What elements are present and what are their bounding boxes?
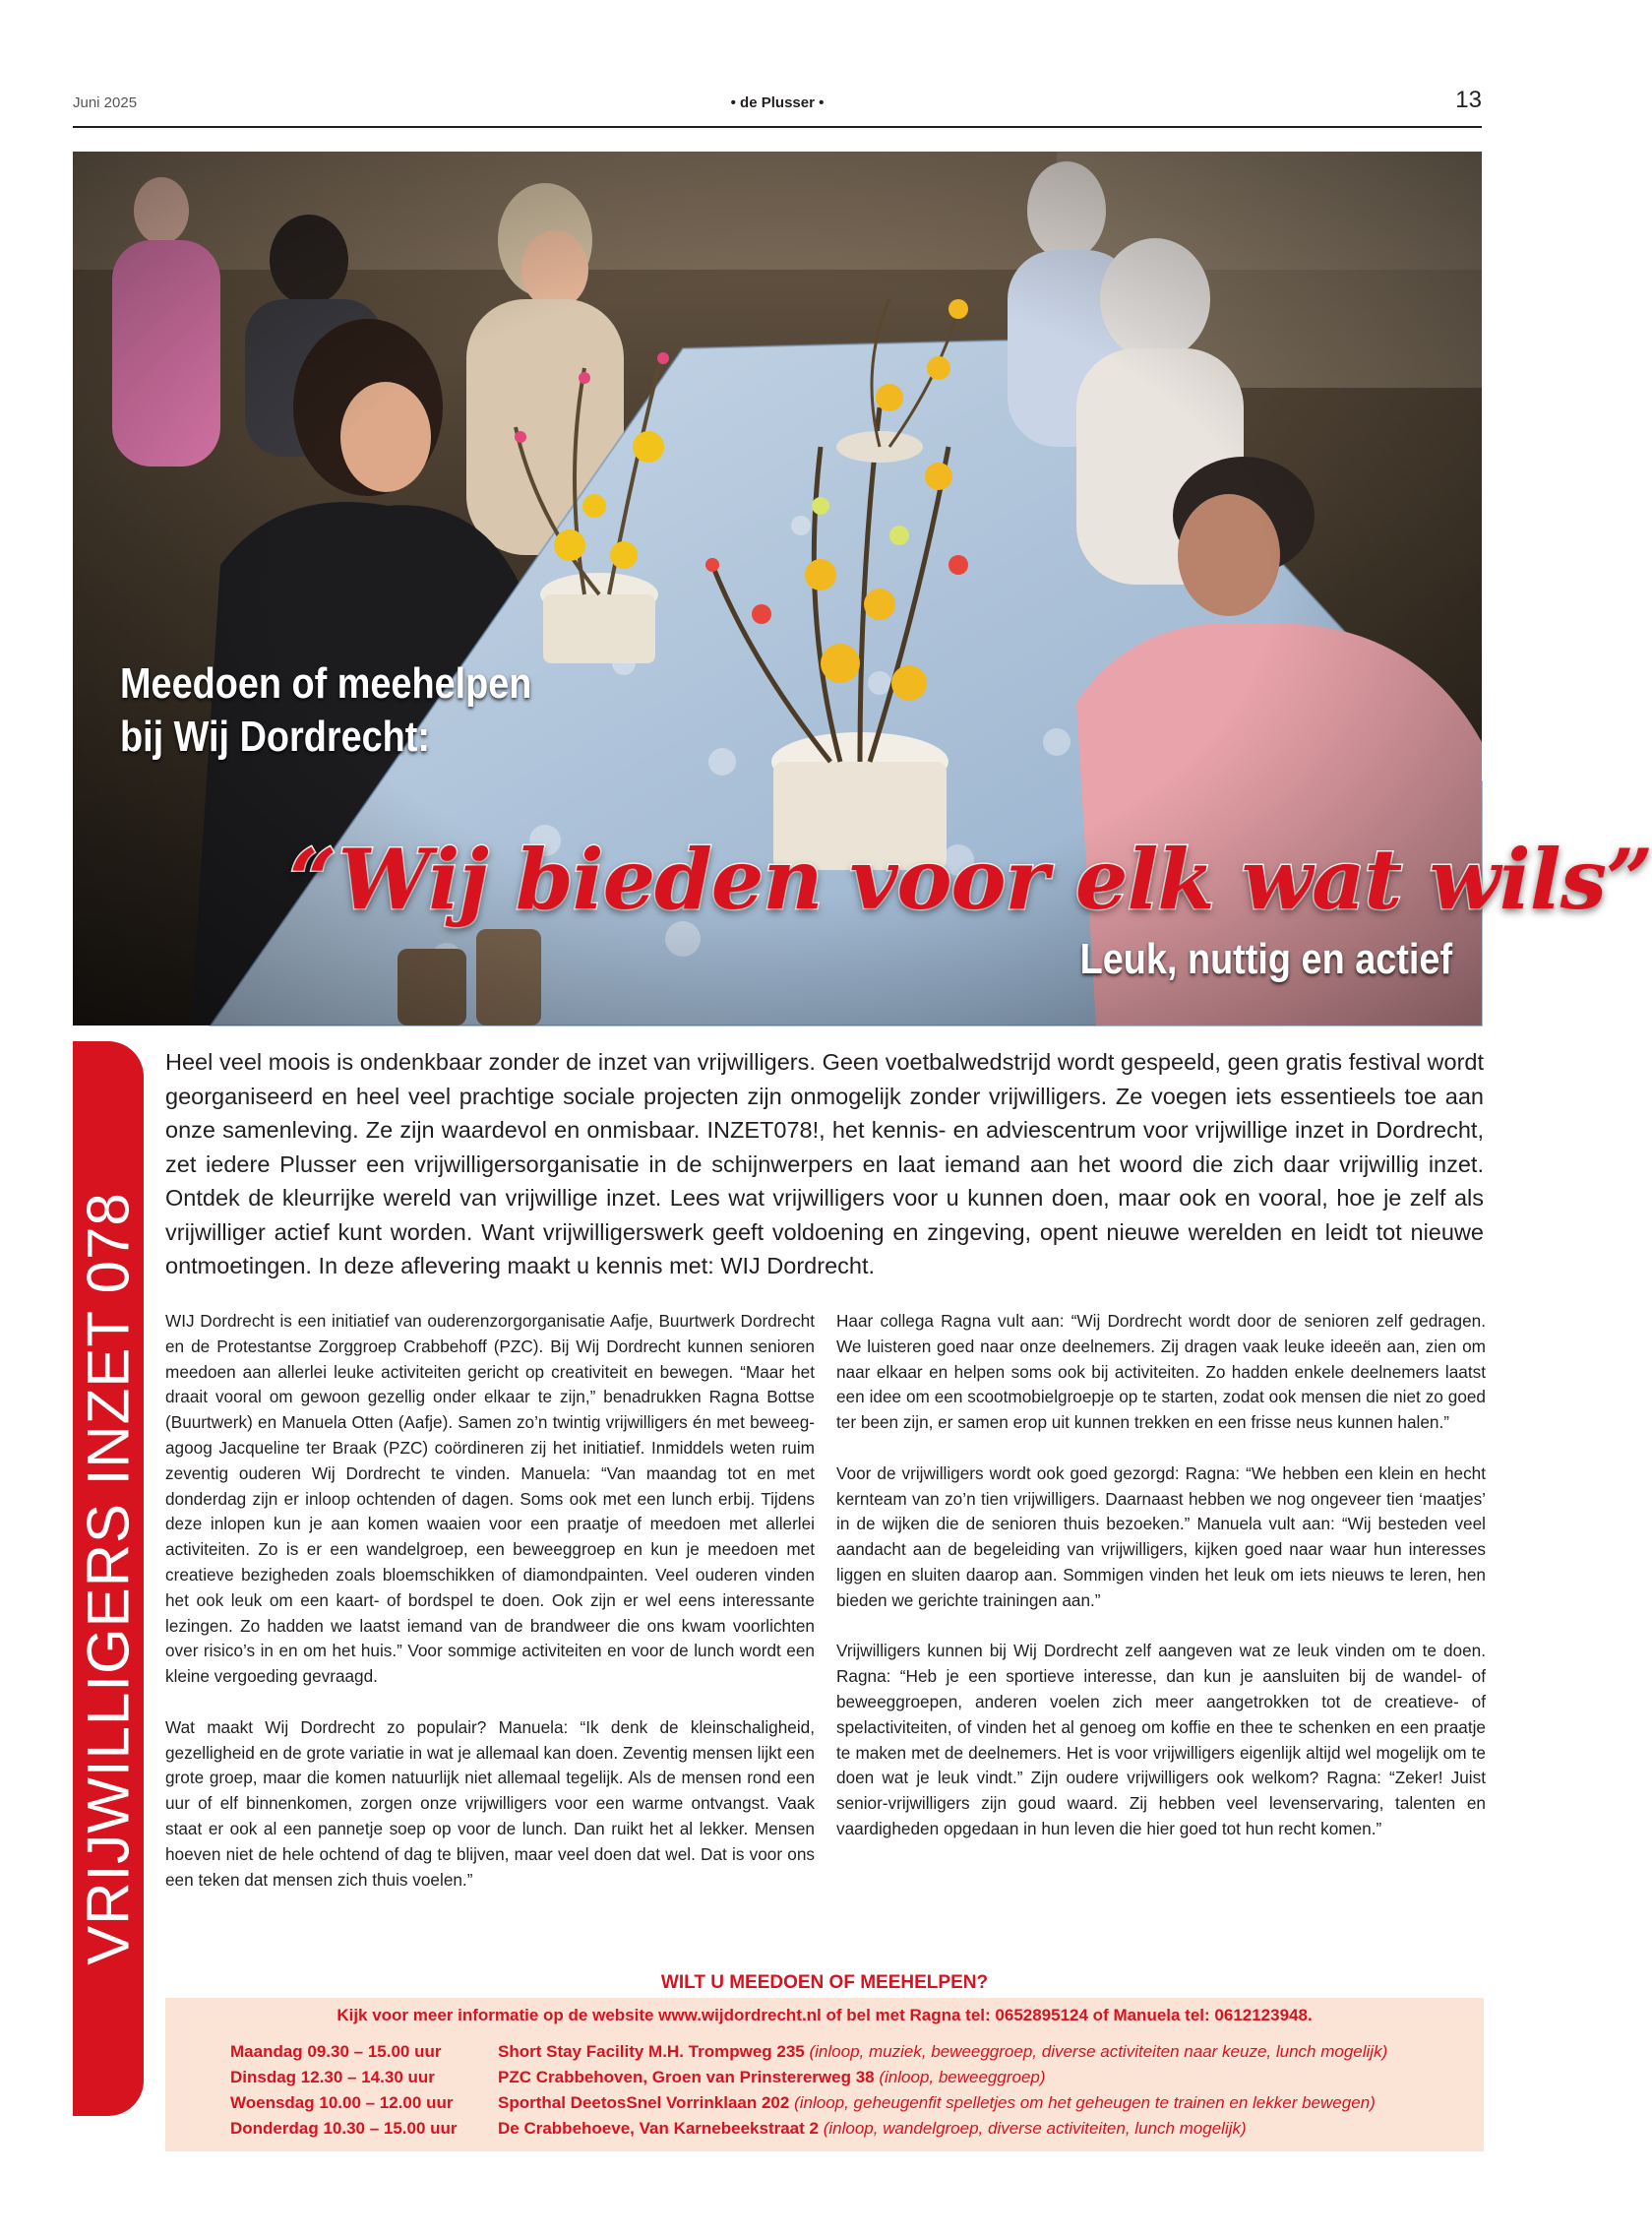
article-column-left bbox=[165, 1309, 815, 1918]
schedule-day: Woensdag 10.00 – 12.00 uur bbox=[230, 2093, 454, 2112]
paragraph: Vrijwilligers kunnen bij Wij Dordrecht zelf aangeven wat ze leuk vinden om te doen. Ragna: “Heb je een sportieve interesse, dan kun je aansluiten bij de wandel- of beweeggroepen, anderen voelen zich meer aangetrokken tot de creatieve- of spelactiviteiten, of vinden het al genoeg om koffie en thee te schenken en een praatje te maken met de deelnemers. Het is voor vrijwilligers eigenlijk altijd wel mogelijk om te doen wat je leuk vindt.” Zijn oudere vrijwilligers ook welkom? Ragna: “Zeker! Juist senior-vrijwilligers zijn goud waard. Zij hebben veel levenservaring, talenten en vaardigheden opgedaan in hun leven die hier goed tot hun recht komen.” bbox=[836, 1641, 1486, 1838]
hero-photo bbox=[73, 152, 1652, 1026]
schedule-row bbox=[230, 2065, 1387, 2090]
paragraph: Voor de vrijwilligers wordt ook goed gezorgd: Ragna: “We hebben een klein en hecht kernteam van zo’n tien vrijwilligers. Daarnaast hebben we nog ongeveer tien ‘maatjes’ in de wijken die de senioren thuis bezoeken.” Manuela vult aan: “Wij besteden veel aandacht aan de begeleiding van vrijwilligers, kijken goed naar waar hun interesses liggen en sluiten daarop aan. Sommigen vinden het leuk om iets nieuws te leren, hen bieden we gerichte trainingen aan.” bbox=[836, 1462, 1486, 1610]
schedule-note: (inloop, wandelgroep, diverse activiteiten, lunch mogelijk) bbox=[823, 2119, 1247, 2138]
schedule-note: (inloop, geheugenfit spelletjes om het geheugen te trainen en lekker bewegen) bbox=[794, 2093, 1376, 2112]
schedule-row bbox=[230, 2090, 1387, 2116]
section-tab bbox=[73, 1041, 144, 2116]
schedule-note: (inloop, muziek, beweeggroep, diverse activiteiten naar keuze, lunch mogelijk) bbox=[809, 2042, 1388, 2061]
intro-paragraph: Heel veel moois is ondenkbaar zonder de inzet van vrijwilligers. Geen voetbalwedstrijd wordt gespeeld, geen gratis festival wordt georganiseerd en heel veel prachtige sociale projecten zijn onmogelijk zonder vrijwilligers. Ze voegen iets essentieels toe aan onze samenleving. Ze zijn waardevol en onmisbaar. INZET078!, het kennis- en adviescentrum voor vrijwillige inzet in Dordrecht, zet iedere Plusser een vrijwilligersorganisatie in de schijnwerpers en laat iemand aan het woord die zich daar vrijwillig inzet. Ontdek de kleurrijke wereld van vrijwillige inzet. Lees wat vrijwilligers voor u kunnen doen, maar ook en vooral, hoe je zelf als vrijwilliger actief kunt worden. Want vrijwilligerswerk geeft voldoening en zingeving, opent nieuwe werelden en leidt tot nieuwe ontmoetingen. In deze aflevering maakt u kennis met: WIJ Dordrecht. bbox=[165, 1049, 1484, 1278]
page-number: 13 bbox=[1455, 87, 1482, 113]
info-box bbox=[165, 1998, 1484, 2151]
schedule-place: PZC Crabbehoven, Groen van Prinstererweg 38 bbox=[498, 2068, 875, 2086]
section-tab-label: VRIJWILLIGERS INZET 078 bbox=[75, 1192, 142, 1965]
paragraph: Haar collega Ragna vult aan: “Wij Dordrecht wordt door de senioren zelf gedragen. We luisteren goed naar onze deelnemers. Zij dragen vaak leuke ideeën aan, zien om naar elkaar en helpen soms ook bij activiteiten. Zo hadden enkele deelnemers laatst een idee om een scootmobielgroepje op te starten, zodat ook mensen die niet zo goed ter been zijn, er samen erop uit kunnen trekken en een frisse neus kunnen halen.” bbox=[836, 1311, 1486, 1433]
issue-date: Juni 2025 bbox=[73, 94, 138, 111]
info-title: WILT U MEEDOEN OF MEEHELPEN? bbox=[660, 1972, 989, 1993]
headline-quote: “Wij bieden voor elk wat wils” bbox=[289, 831, 1652, 928]
publication-name: • de Plusser • bbox=[730, 94, 825, 111]
paragraph: WIJ Dordrecht is een initiatief van ouderenzorgorganisatie Aafje, Buurtwerk Dordrecht en de Protestantse Zorggroep Crabbehoff (PZC). Bij Wij Dordrecht kunnen senioren meedoen aan allerlei leuke activiteiten gericht op creativiteit en bewegen. “Maar het draait vooral om gewoon gezellig onder elkaar te zijn,” benadrukken Ragna Bottse (Buurtwerk) en Manuela Otten (Aafje). Samen zo’n twintig vrijwilligers én met beweeg-agoog Jacqueline ter Braak (PZC) coördineren zij het initiatief. Inmiddels weten ruim zeventig ouderen Wij Dordrecht te vinden. Manuela: “Van maandag tot en met donderdag zijn er inloop ochtenden of dagen. Soms ook met een lunch erbij. Tijdens deze inlopen kun je aan komen waaien voor een praatje of meedoen met allerlei activiteiten. Zo is er een wandelgroep, een beweeggroep en kun je meedoen met creatieve bezigheden zoals bloemschikken of diamondpainten. Veel ouderen vinden het ook leuk om een kaart- of bordspel te doen. Ook zijn er wel eens interessante lezingen. Zo hadden we laatst iemand van de brandweer die ons kwam voorlichten over risico’s in en om het huis.” Voor sommige activiteiten en voor de lunch wordt een kleine vergoeding gevraagd. bbox=[165, 1311, 815, 1687]
schedule-day: Donderdag 10.30 – 15.00 uur bbox=[230, 2119, 458, 2138]
schedule-row bbox=[230, 2039, 1387, 2065]
contact-info: Kijk voor meer informatie op de website www.wijdordrecht.nl of bel met Ragna tel: 0652895124 of Manuela tel: 0612123948. bbox=[337, 2006, 1313, 2024]
running-header bbox=[73, 87, 1482, 128]
schedule-day: Dinsdag 12.30 – 14.30 uur bbox=[230, 2068, 435, 2086]
headline-line-1: Meedoen of meehelpen bbox=[120, 659, 532, 708]
schedule-place: Short Stay Facility M.H. Trompweg 235 bbox=[498, 2042, 805, 2061]
schedule-place: De Crabbehoeve, Van Karnebeekstraat 2 bbox=[498, 2119, 819, 2138]
article-column-right bbox=[836, 1309, 1486, 1868]
schedule-note: (inloop, beweeggroep) bbox=[879, 2068, 1046, 2086]
schedule-day: Maandag 09.30 – 15.00 uur bbox=[230, 2042, 442, 2061]
headline-line-2: bij Wij Dordrecht: bbox=[120, 713, 430, 761]
paragraph: Wat maakt Wij Dordrecht zo populair? Manuela: “Ik denk de kleinschaligheid, gezelligheid en de grote variatie in wat je allemaal kan doen. Zeventig mensen lijkt een grote groep, maar die komen natuurlijk niet allemaal tegelijk. Als de mensen rond een uur of elf binnenkomen, zorgen onze vrijwilligers voor een warme ontvangst. Vaak staat er ook al een pannetje soep op voor de lunch. Dan ruikt het al lekker. Mensen hoeven niet de hele ochtend of dag te blijven, maar veel doen dat wel. Dat is voor ons een teken dat mensen zich thuis voelen.” bbox=[165, 1716, 815, 1890]
headline-subtitle: Leuk, nuttig en actief bbox=[1079, 935, 1452, 983]
schedule-list bbox=[230, 2039, 1387, 2142]
schedule-place: Sporthal DeetosSnel Vorrinklaan 202 bbox=[498, 2093, 790, 2112]
schedule-row bbox=[230, 2116, 1387, 2142]
